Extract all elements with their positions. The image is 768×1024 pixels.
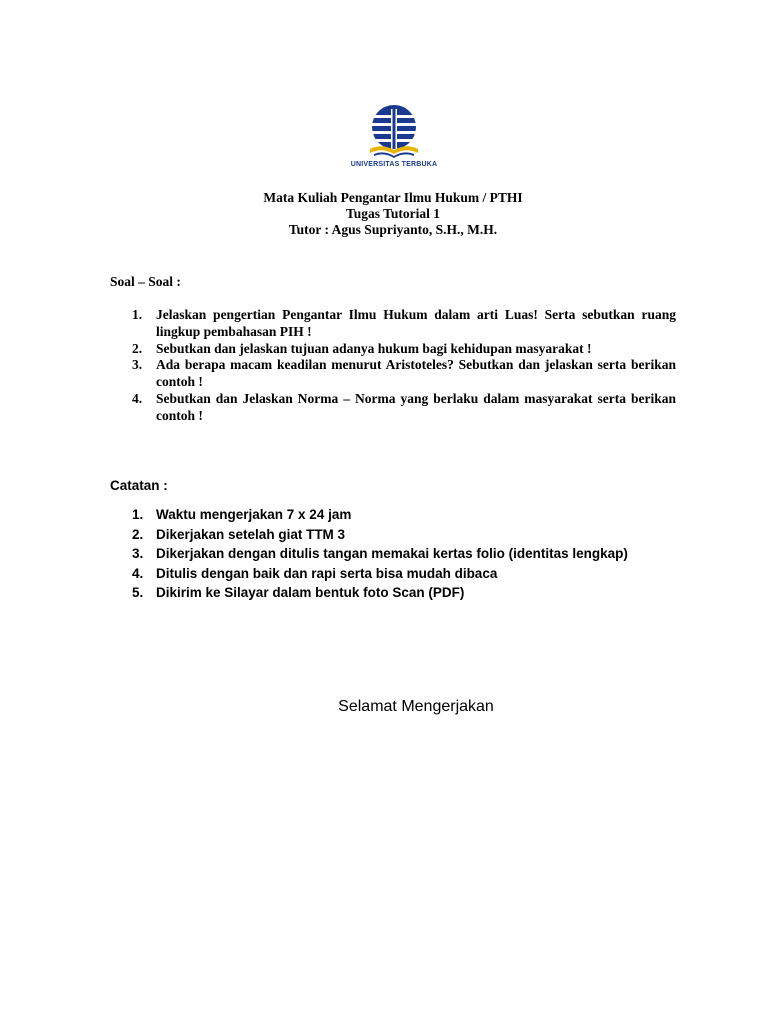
list-item — [110, 505, 676, 525]
closing-text: Selamat Mengerjakan — [338, 698, 494, 715]
tutor-name: Tutor : Agus Supriyanto, S.H., M.H. — [288, 222, 498, 237]
list-item-number: 2. — [132, 340, 143, 356]
list-item — [110, 564, 676, 584]
list-item-number: 5. — [132, 585, 144, 600]
list-item-text: Waktu mengerjakan 7 x 24 jam — [156, 507, 352, 522]
list-item — [110, 544, 676, 564]
soal-heading: Soal – Soal : — [110, 274, 181, 289]
list-item-text: Dikerjakan setelah giat TTM 3 — [156, 526, 346, 542]
list-item-text: Ditulis dengan baik dan rapi serta bisa mudah dibaca — [156, 565, 498, 581]
logo-text: UNIVERSITAS TERBUKA — [350, 161, 438, 168]
document-header — [0, 190, 768, 238]
list-item-text: Dikirim ke Silayar dalam bentuk foto Scan (PDF) — [156, 585, 465, 600]
list-item-text: Jelaskan pengertian Pengantar Ilmu Hukum dalam arti Luas! Serta sebutkan ruang lingkup pembahasan PIH ! — [156, 307, 676, 339]
list-item-number: 2. — [132, 526, 144, 542]
soal-list — [110, 307, 676, 425]
list-item-text: Dikerjakan dengan ditulis tangan memakai kertas folio (identitas lengkap) — [156, 546, 628, 561]
list-item-number: 3. — [132, 546, 144, 561]
list-item — [110, 307, 676, 341]
assignment-title: Tugas Tutorial 1 — [345, 206, 441, 221]
catatan-list — [110, 505, 676, 603]
list-item-number: 3. — [132, 357, 143, 373]
university-logo — [344, 103, 444, 173]
list-item — [110, 525, 676, 545]
list-item — [110, 391, 676, 425]
universitas-terbuka-logo-icon — [344, 103, 444, 161]
list-item — [110, 583, 676, 603]
list-item-number: 4. — [132, 565, 144, 581]
list-item — [110, 357, 676, 391]
catatan-heading: Catatan : — [110, 478, 168, 493]
list-item-number: 4. — [132, 390, 143, 406]
list-item-number: 1. — [132, 307, 143, 322]
list-item — [110, 341, 676, 358]
list-item-text: Sebutkan dan Jelaskan Norma – Norma yang berlaku dalam masyarakat serta berikan contoh ! — [156, 390, 676, 423]
list-item-text: Ada berapa macam keadilan menurut Aristoteles? Sebutkan dan jelaskan serta berikan contoh ! — [156, 357, 676, 390]
list-item-text: Sebutkan dan jelaskan tujuan adanya hukum bagi kehidupan masyarakat ! — [156, 340, 592, 356]
course-title: Mata Kuliah Pengantar Ilmu Hukum / PTHI — [263, 190, 523, 205]
list-item-number: 1. — [132, 507, 144, 522]
